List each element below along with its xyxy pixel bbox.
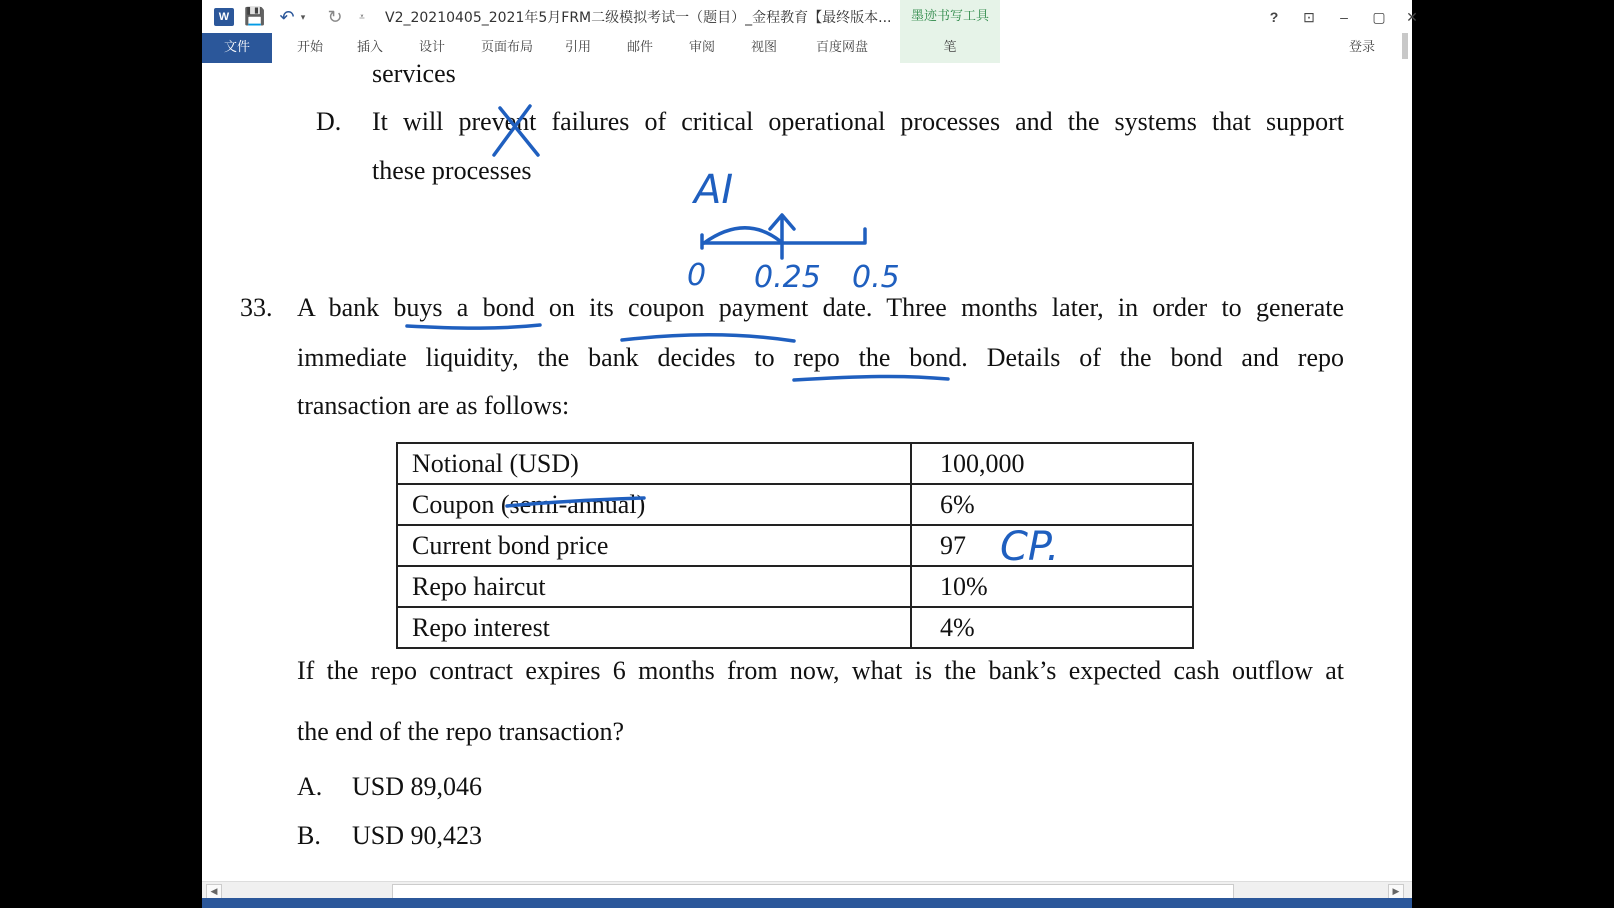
save-icon[interactable]: 💾 [244,7,266,26]
title-bar [202,0,1418,33]
horizontal-scrollbar[interactable] [202,881,1412,899]
table-row [397,484,1193,525]
option-d-text-line1: It will prevent failures of critical operational processes and the systems that support [372,107,1344,136]
question-text-line3: transaction are as follows: [297,391,570,420]
tab-review[interactable]: 审阅 [688,40,715,55]
ink-timeline-arc [704,228,780,243]
minimize-button[interactable]: – [1340,9,1348,25]
question-number: 33. [240,293,273,322]
option-d-text-line2: these processes [372,156,532,185]
horizontal-scrollbar-thumb[interactable] [392,884,1234,899]
option-d-label[interactable]: D. [316,107,342,136]
question-text-line2: immediate liquidity, the bank decides to repo the bond. Details of the bond and repo [297,343,1344,372]
ink-underline [622,335,794,341]
ink-note-cp: CP. [1000,524,1060,570]
table-row [397,525,1193,566]
document-page[interactable] [202,59,1412,881]
table-label-cell: Repo haircut [397,566,911,607]
answer-a-label[interactable]: A. [297,772,323,801]
table-value-cell: 97 [911,525,1193,566]
tab-mailings[interactable]: 邮件 [626,40,653,55]
ink-timeline-label: 0.25 [754,260,821,295]
help-button[interactable]: ? [1269,9,1279,25]
ink-timeline-arrow [770,215,794,258]
bond-details-table [396,442,1194,649]
scroll-right-icon[interactable]: ▶ [1388,884,1404,899]
answer-b-text[interactable]: USD 90,423 [352,821,483,850]
word-window [202,0,1418,908]
question-prompt-line1: If the repo contract expires 6 months from now, what is the bank’s expected cash outflow at [297,656,1344,685]
table-value-cell: 10% [911,566,1193,607]
tab-pen[interactable]: 笔 [900,33,1000,63]
signin-link[interactable]: 登录 [1348,40,1375,55]
table-value-cell: 6% [911,484,1193,525]
question-text-line1: A bank buys a bond on its coupon payment date. Three months later, in order to generate [297,293,1344,322]
ink-underline [794,376,948,380]
maximize-button[interactable]: ▢ [1372,9,1386,25]
table-row [397,566,1193,607]
answer-b-label[interactable]: B. [297,821,321,850]
answer-a-text[interactable]: USD 89,046 [352,772,483,801]
ink-note-ai: AI [694,167,734,213]
vertical-scrollbar-thumb[interactable] [1402,33,1408,59]
tab-design[interactable]: 设计 [418,40,445,55]
table-label-cell: Notional (USD) [397,443,911,484]
table-value-cell: 4% [911,607,1193,648]
ribbon-display-options-button[interactable]: ⊡ [1303,9,1315,25]
close-button[interactable]: ✕ [1406,9,1418,25]
status-bar [202,898,1412,908]
tab-file[interactable]: 文件 [202,33,272,63]
table-label-cell: Current bond price [397,525,911,566]
undo-icon[interactable]: ↶ [279,6,295,27]
tab-view[interactable]: 视图 [750,40,777,55]
tab-baidu-netdisk[interactable]: 百度网盘 [815,40,868,55]
redo-icon[interactable]: ↻ [327,6,343,27]
ink-timeline-label: 0 [687,258,707,293]
ink-underline [407,325,540,328]
table-label-cell: Coupon (semi-annual) [397,484,911,525]
table-label-cell: Repo interest [397,607,911,648]
table-value-cell: 100,000 [911,443,1193,484]
question-prompt-line2: the end of the repo transaction? [297,717,625,746]
tab-home[interactable]: 开始 [296,40,323,55]
ink-tools-context-title: 墨迹书写工具 [900,0,1000,33]
word-app-icon[interactable]: W [214,8,234,26]
scroll-left-icon[interactable]: ◀ [206,884,222,899]
tab-insert[interactable]: 插入 [356,40,383,55]
undo-dropdown-icon[interactable]: ▾ [300,11,306,22]
ink-timeline-label: 0.5 [852,260,900,295]
table-row [397,443,1193,484]
tab-references[interactable]: 引用 [564,40,591,55]
previous-option-tail: services [372,59,456,88]
ink-timeline-axis [702,229,865,248]
document-title: V2_20210405_2021年5月FRM二级模拟考试一（题目）_金程教育【最终版本... [385,10,892,26]
tab-page-layout[interactable]: 页面布局 [480,40,533,55]
customize-toolbar-icon[interactable]: ⩡ [359,11,365,23]
table-row [397,607,1193,648]
